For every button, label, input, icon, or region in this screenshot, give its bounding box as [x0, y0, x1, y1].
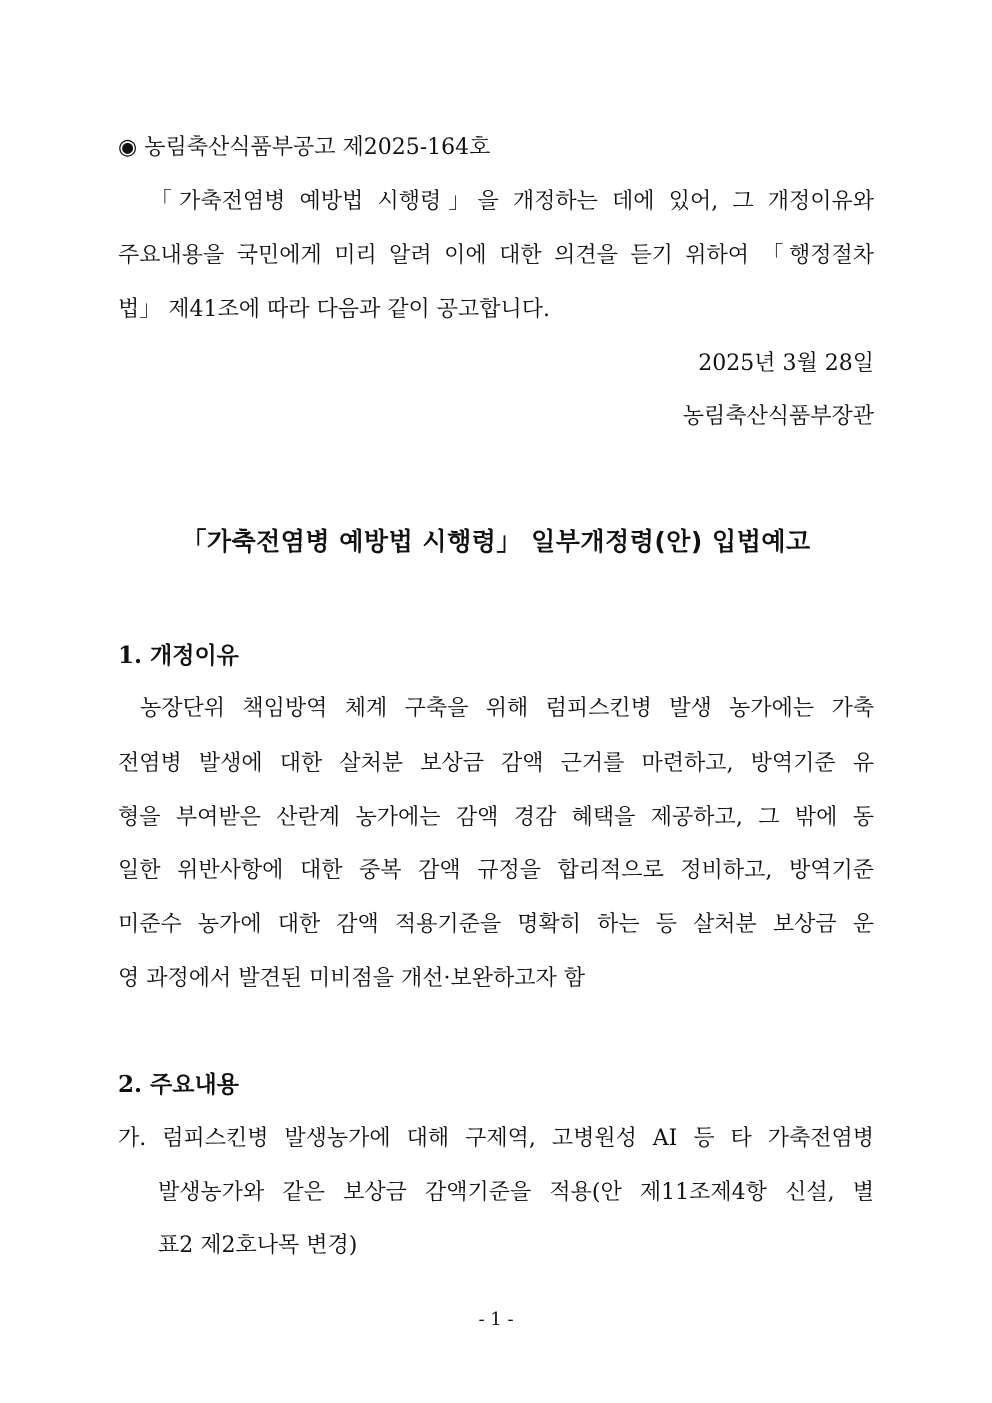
reason-line-4: 일한 위반사항에 대한 중복 감액 규정을 합리적으로 정비하고, 방역기준	[118, 858, 874, 883]
reason-line-3: 형을 부여받은 산란계 농가에는 감액 경감 혜택을 제공하고, 그 밖에 동	[118, 805, 874, 830]
content-line-3: 표2 제2호나목 변경)	[158, 1233, 358, 1258]
section-heading-content: 2. 주요내용	[118, 1071, 239, 1098]
intro-line-1: 「가축전염병 예방법 시행령」을 개정하는 데에 있어, 그 개정이유와	[150, 189, 874, 214]
reason-line-1: 농장단위 책임방역 체계 구축을 위해 럼피스킨병 발생 농가에는 가축	[140, 696, 874, 721]
section-heading-reason: 1. 개정이유	[118, 642, 239, 669]
reason-line-2: 전염병 발생에 대한 살처분 보상금 감액 근거를 마련하고, 방역기준 유	[118, 751, 874, 776]
intro-line-3: 법」 제41조에 따라 다음과 같이 공고합니다.	[118, 297, 550, 322]
content-line-1: 가. 럼피스킨병 발생농가에 대해 구제역, 고병원성 AI 등 타 가축전염병	[118, 1126, 874, 1151]
document-title: 「가축전염병 예방법 시행령」 일부개정령(안) 입법예고	[181, 527, 811, 556]
intro-line-2: 주요내용을 국민에게 미리 알려 이에 대한 의견을 듣기 위하여 「행정절차	[118, 243, 874, 268]
notice-issuer: 농림축산식품부장관	[682, 404, 874, 429]
notice-header: ◉ 농림축산식품부공고 제2025-164호	[118, 135, 491, 160]
page-number: - 1 -	[478, 1309, 514, 1330]
content-line-2: 발생농가와 같은 보상금 감액기준을 적용(안 제11조제4항 신설, 별	[158, 1180, 874, 1205]
notice-date: 2025년 3월 28일	[698, 351, 874, 376]
reason-line-6: 영 과정에서 발견된 미비점을 개선·보완하고자 함	[118, 966, 586, 991]
reason-line-5: 미준수 농가에 대한 감액 적용기준을 명확히 하는 등 살처분 보상금 운	[118, 912, 874, 937]
